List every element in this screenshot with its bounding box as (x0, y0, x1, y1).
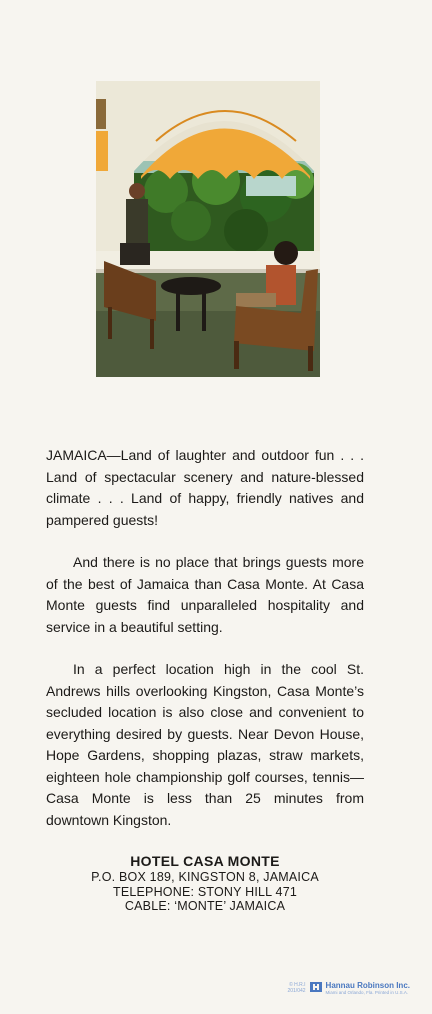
publisher-logo-icon (310, 979, 322, 997)
print-code-bottom: 201/042 (287, 988, 306, 994)
publisher-footer (287, 979, 410, 997)
hotel-name: HOTEL CASA MONTE (130, 853, 280, 869)
publisher-name: Hannau Robinson Inc. (325, 981, 410, 990)
intro-paragraph: JAMAICA—Land of laughter and outdoor fun . . . Land of spectacular scenery and nature-blessed climate . . . Land of happy, friendly natives and pampered guests! (46, 447, 364, 528)
publisher-subtitle: Miami and Orlando, Fla. Printed in U.S.A. (325, 990, 409, 995)
casa-monte-paragraph: And there is no place that brings guests more of the best of Jamaica than Casa Monte. At Casa Monte guests find unparalleled hospitality and service in a beautiful setting. (46, 554, 364, 635)
hotel-veranda-photo (96, 81, 320, 377)
body-text (46, 445, 364, 852)
hotel-cable: CABLE: ‘MONTE’ JAMAICA (124, 899, 286, 913)
hotel-address: P.O. BOX 189, KINGSTON 8, JAMAICA (91, 870, 319, 884)
print-code-top: © H.R.I (289, 982, 306, 988)
hotel-telephone: TELEPHONE: STONY HILL 471 (112, 884, 297, 899)
hotel-contact-block (46, 852, 364, 914)
location-paragraph: In a perfect location high in the cool St. Andrews hills overlooking Kingston, Casa Monte’s secluded location is also close and convenient to everything desired by guests. Near Devon House, Hope Gardens, shopping plazas, straw markets, eighteen hole championship golf courses, tennis—Casa Monte is less than 25 minutes from downtown Kingston. (46, 661, 364, 828)
print-code (287, 982, 305, 994)
